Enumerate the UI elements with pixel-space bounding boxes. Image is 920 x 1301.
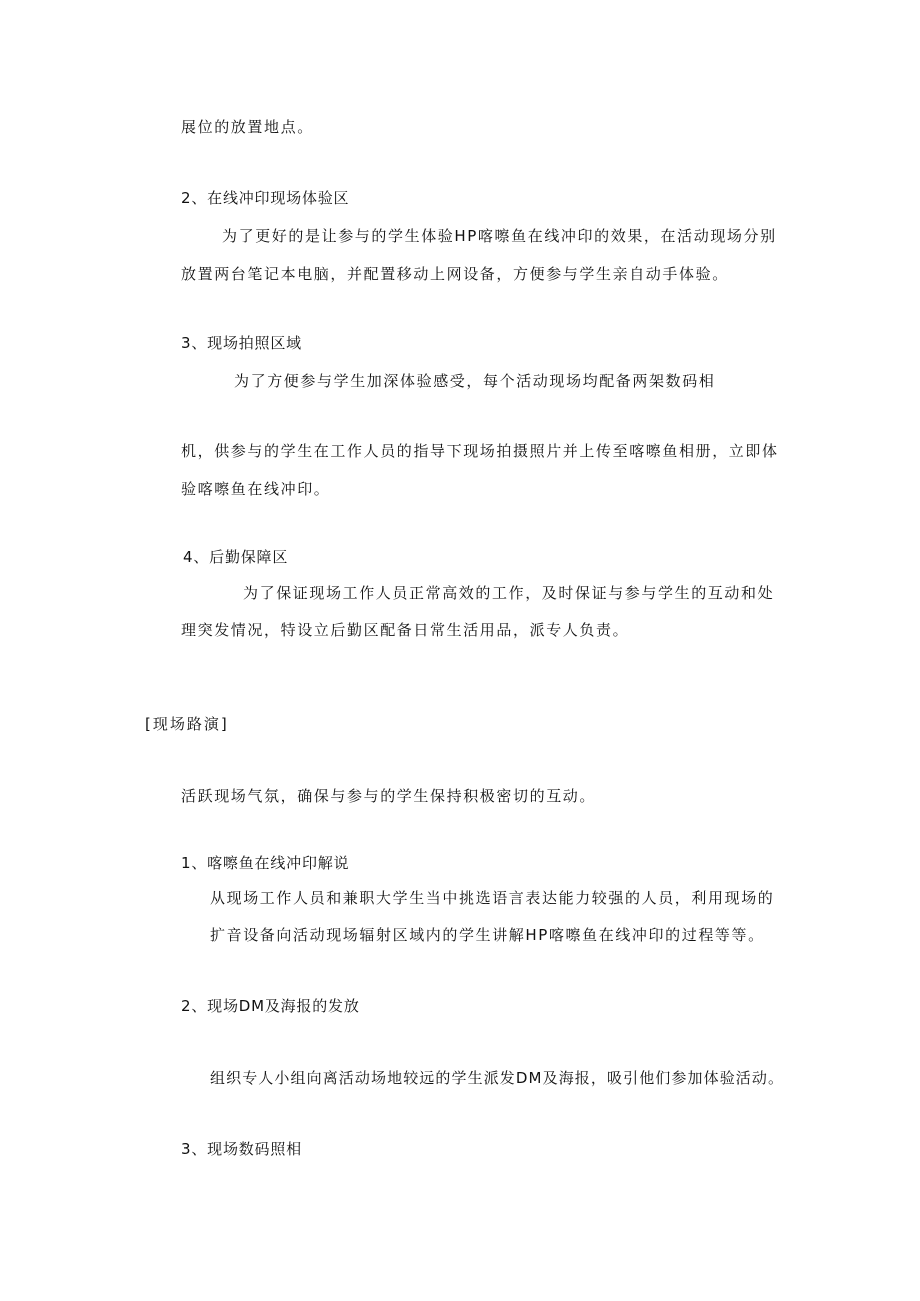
roadshow-flyers-heading: 2、现场DM及海报的发放 (181, 997, 360, 1015)
online-print-zone-heading: 2、在线冲印现场体验区 (181, 189, 350, 207)
photo-zone-paragraph-line: 为了方便参与学生加深体验感受，每个活动现场均配备两架数码相 (234, 372, 716, 390)
logistics-zone-heading: 4、后勤保障区 (183, 548, 289, 566)
continued-text: 展位的放置地点。 (181, 118, 314, 136)
photo-zone-paragraph-line: 机，供参与的学生在工作人员的指导下现场拍摄照片并上传至喀嚓鱼相册，立即体 (181, 442, 779, 460)
logistics-zone-paragraph-line: 为了保证现场工作人员正常高效的工作，及时保证与参与学生的互动和处 (243, 584, 775, 602)
online-print-zone-paragraph-line: 为了更好的是让参与的学生体验HP喀嚓鱼在线冲印的效果，在活动现场分别 (222, 227, 777, 245)
logistics-zone-paragraph-line: 理突发情况，特设立后勤区配备日常生活用品，派专人负责。 (181, 621, 630, 639)
roadshow-title: [现场路演] (145, 715, 229, 733)
photo-zone-paragraph-line: 验喀嚓鱼在线冲印。 (181, 480, 331, 498)
roadshow-photo-heading: 3、现场数码照相 (181, 1140, 302, 1158)
photo-zone-heading: 3、现场拍照区域 (181, 334, 302, 352)
roadshow-explanation-paragraph-line: 从现场工作人员和兼职大学生当中挑选语言表达能力较强的人员，利用现场的 (210, 889, 775, 907)
roadshow-explanation-heading: 1、喀嚓鱼在线冲印解说 (181, 854, 350, 872)
roadshow-flyers-paragraph-line: 组织专人小组向离活动场地较远的学生派发DM及海报，吸引他们参加体验活动。 (210, 1069, 785, 1087)
roadshow-explanation-paragraph-line: 扩音设备向活动现场辐射区域内的学生讲解HP喀嚓鱼在线冲印的过程等等。 (210, 926, 765, 944)
online-print-zone-paragraph-line: 放置两台笔记本电脑，并配置移动上网设备，方便参与学生亲自动手体验。 (181, 265, 729, 283)
roadshow-summary: 活跃现场气氛，确保与参与的学生保持积极密切的互动。 (181, 787, 597, 805)
